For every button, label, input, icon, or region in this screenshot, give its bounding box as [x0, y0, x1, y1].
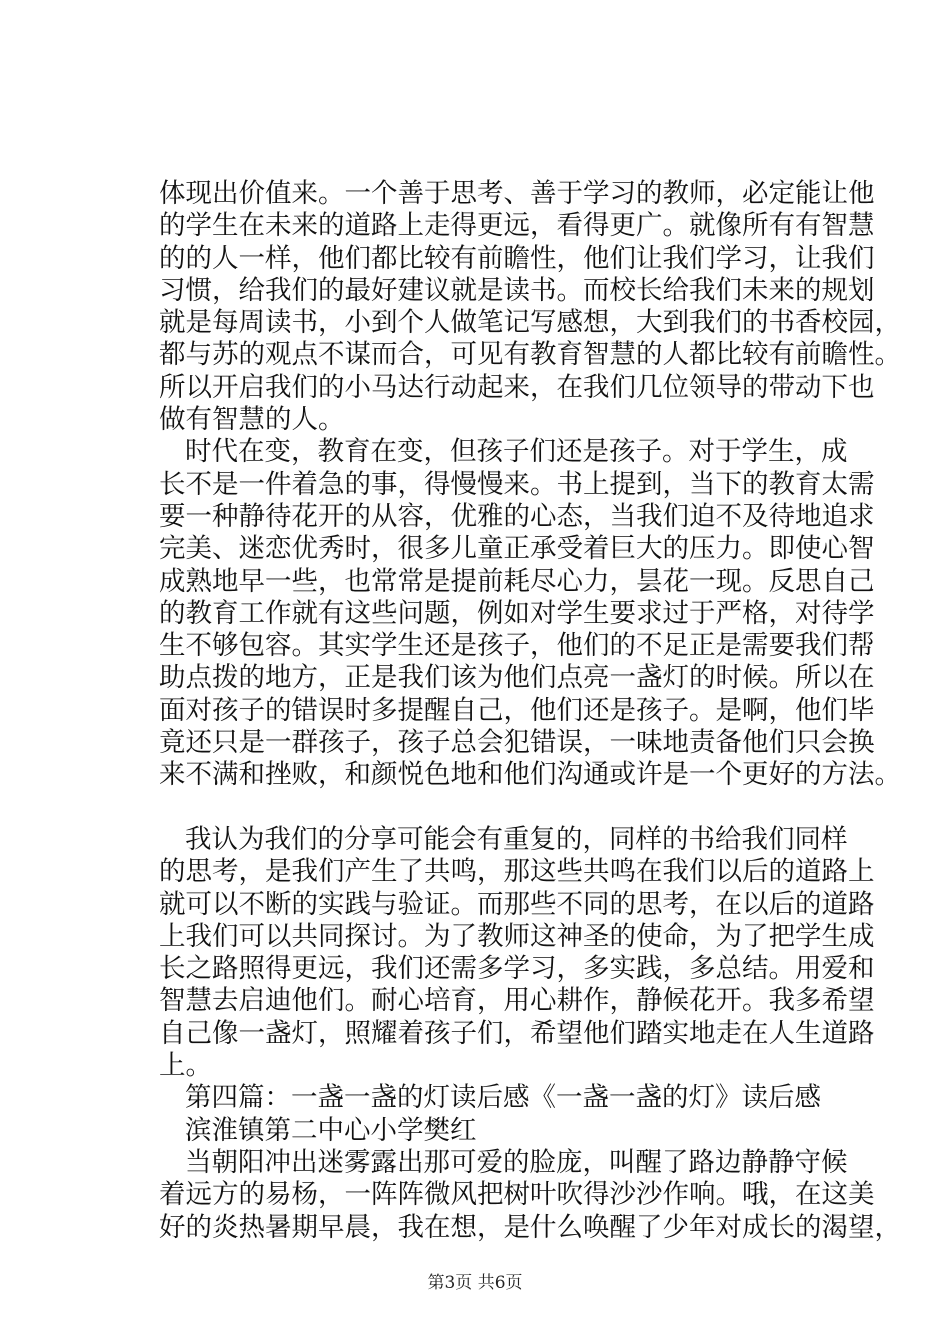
- text-line: 的思考，是我们产生了共鸣，那这些共鸣在我们以后的道路上: [159, 856, 875, 888]
- text-line: 长之路照得更远，我们还需多学习，多实践，多总结。用爱和: [159, 953, 875, 985]
- text-line: 都与苏的观点不谋而合，可见有教育智慧的人都比较有前瞻性。: [159, 339, 901, 371]
- text-line: 的教育工作就有这些问题，例如对学生要求过于严格，对待学: [159, 597, 875, 629]
- author-line: 滨淮镇第二中心小学樊红: [185, 1114, 477, 1146]
- page-footer: 第3页 共6页: [427, 1273, 523, 1293]
- text-line: 着远方的易杨，一阵阵微风把树叶吹得沙沙作响。哦，在这美: [159, 1179, 875, 1211]
- text-line: 自己像一盏灯，照耀着孩子们，希望他们踏实地走在人生道路: [159, 1017, 875, 1049]
- text-line: 助点拨的地方，正是我们该为他们点亮一盏灯的时候。所以在: [159, 662, 875, 694]
- text-line: 完美、迷恋优秀时，很多儿童正承受着巨大的压力。即使心智: [159, 533, 875, 565]
- blank-line: [159, 792, 839, 824]
- text-line: 习惯，给我们的最好建议就是读书。而校长给我们未来的规划: [159, 274, 875, 306]
- text-line: 要一种静待花开的从容，优雅的心态，当我们迫不及待地追求: [159, 500, 875, 532]
- text-line: 来不满和挫败，和颜悦色地和他们沟通或许是一个更好的方法。: [159, 759, 901, 791]
- section-heading: 第四篇：一盏一盏的灯读后感《一盏一盏的灯》读后感: [185, 1082, 821, 1114]
- text-line: 成熟地早一些，也常常是提前耗尽心力，昙花一现。反思自己: [159, 565, 875, 597]
- text-line: 好的炎热暑期早晨，我在想，是什么唤醒了少年对成长的渴望，: [159, 1211, 901, 1243]
- body-text: [159, 178, 901, 1244]
- text-line: 竟还只是一群孩子，孩子总会犯错误，一味地责备他们只会换: [159, 727, 875, 759]
- text-line: 时代在变，教育在变，但孩子们还是孩子。对于学生，成: [185, 436, 848, 468]
- text-line: 智慧去启迪他们。耐心培育，用心耕作，静候花开。我多希望: [159, 985, 875, 1017]
- text-line: 面对孩子的错误时多提醒自己，他们还是孩子。是啊，他们毕: [159, 694, 875, 726]
- text-line: 就是每周读书，小到个人做笔记写感想，大到我们的书香校园，: [159, 307, 901, 339]
- text-line: 做有智慧的人。: [159, 404, 345, 436]
- text-line: 所以开启我们的小马达行动起来，在我们几位领导的带动下也: [159, 371, 875, 403]
- text-line: 我认为我们的分享可能会有重复的，同样的书给我们同样: [185, 823, 848, 855]
- text-line: 上。: [159, 1050, 212, 1082]
- text-line: 生不够包容。其实学生还是孩子，他们的不足正是需要我们帮: [159, 630, 875, 662]
- text-line: 的的人一样，他们都比较有前瞻性，他们让我们学习，让我们: [159, 242, 875, 274]
- text-line: 长不是一件着急的事，得慢慢来。书上提到，当下的教育太需: [159, 468, 875, 500]
- text-line: 体现出价值来。一个善于思考、善于学习的教师，必定能让他: [159, 178, 875, 209]
- text-line: 上我们可以共同探讨。为了教师这神圣的使命，为了把学生成: [159, 920, 875, 952]
- text-line: 当朝阳冲出迷雾露出那可爱的脸庞，叫醒了路边静静守候: [185, 1146, 848, 1178]
- text-line: 的学生在未来的道路上走得更远，看得更广。就像所有有智慧: [159, 210, 875, 242]
- text-line: 就可以不断的实践与验证。而那些不同的思考，在以后的道路: [159, 888, 875, 920]
